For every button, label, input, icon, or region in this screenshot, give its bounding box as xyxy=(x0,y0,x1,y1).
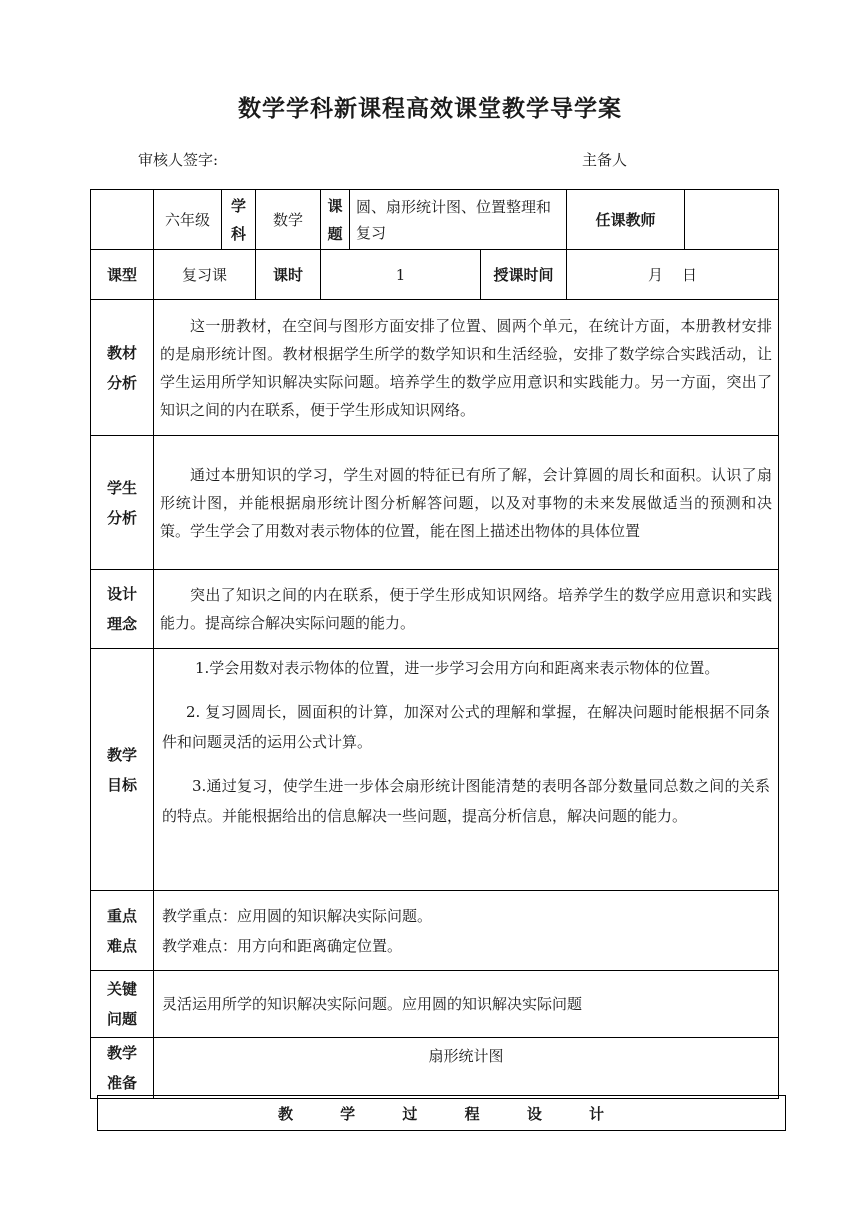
label-line: 问题 xyxy=(106,1010,137,1028)
grade-cell: 六年级 xyxy=(154,190,222,250)
label-line: 关键 xyxy=(106,980,137,998)
design-concept-content: 突出了知识之间的内在联系，便于学生形成知识网络。培养学生的数学应用意识和实践能力。提高综合解决实际问题的能力。 xyxy=(154,570,779,649)
difficult-point: 教学难点：用方向和距离确定位置。 xyxy=(162,936,403,955)
label-line: 教学 xyxy=(106,1044,137,1062)
teaching-goals-label xyxy=(91,649,154,891)
student-analysis-label xyxy=(91,436,154,570)
teacher-label: 任课教师 xyxy=(567,190,685,250)
reviewer-signature-label: 审核人签字: xyxy=(138,151,219,169)
lesson-plan-table xyxy=(90,189,779,1099)
teaching-prep-content: 扇形统计图 xyxy=(154,1038,779,1099)
preparer-label: 主备人 xyxy=(582,151,628,169)
label-line: 分析 xyxy=(106,508,137,527)
hours-label: 课时 xyxy=(256,250,321,300)
label-line: 难点 xyxy=(106,936,137,955)
process-header-table xyxy=(97,1095,786,1131)
subject-label: 学科 xyxy=(222,190,256,250)
design-concept-label xyxy=(91,570,154,649)
lesson-type-value: 复习课 xyxy=(154,250,256,300)
teaching-goals-content xyxy=(154,649,779,891)
hours-value: 1 xyxy=(321,250,481,300)
blank-cell xyxy=(91,190,154,250)
label-line: 目标 xyxy=(106,775,137,794)
teaching-prep-label xyxy=(91,1038,154,1099)
design-row xyxy=(91,570,779,649)
goals-row xyxy=(91,649,779,891)
key-point: 教学重点：应用圆的知识解决实际问题。 xyxy=(162,906,433,925)
design-concept-text xyxy=(97,579,147,639)
lesson-type-label: 课型 xyxy=(91,250,154,300)
textbook-analysis-content: 这一册教材，在空间与图形方面安排了位置、圆两个单元，在统计方面，本册教材安排的是扇形统计图。教材根据学生所学的数学知识和生活经验，安排了数学综合实践活动，让学生运用所学知识解决实际问题。培养学生的数学应用意识和实践能力。另一方面，突出了知识之间的内在联系，便于学生形成知识网络。 xyxy=(154,300,779,436)
goal-item-3: 3.通过复习，使学生进一步体会扇形统计图能清楚的表明各部分数量同总数之间的关系的特点。并能根据给出的信息解决一些问题，提高分析信息，解决问题的能力。 xyxy=(162,777,771,825)
label-line: 教材 xyxy=(106,343,137,362)
teaching-goals-text xyxy=(97,740,147,800)
student-row xyxy=(91,436,779,570)
key-question-label xyxy=(91,971,154,1038)
label-line: 设计 xyxy=(106,585,137,603)
header-row xyxy=(91,190,779,250)
key-points-row xyxy=(91,891,779,971)
label-line: 理念 xyxy=(106,615,137,633)
label-line: 准备 xyxy=(106,1074,137,1092)
label-line: 学生 xyxy=(106,478,137,497)
goal-item-1: 1.学会用数对表示物体的位置，进一步学习会用方向和距离来表示物体的位置。 xyxy=(195,659,720,677)
label-line: 教学 xyxy=(106,745,137,764)
time-label: 授课时间 xyxy=(481,250,567,300)
teaching-prep-text xyxy=(97,1038,147,1098)
info-row xyxy=(91,250,779,300)
subject-value: 数学 xyxy=(256,190,321,250)
teacher-value xyxy=(685,190,779,250)
prep-row xyxy=(91,1038,779,1099)
key-points-text xyxy=(97,901,147,961)
textbook-analysis-label xyxy=(91,300,154,436)
goal-item-2: 2. 复习圆周长，圆面积的计算，加深对公式的理解和掌握，在解决问题时能根据不同条件和问题灵活的运用公式计算。 xyxy=(162,703,771,751)
key-question-text xyxy=(97,974,147,1034)
document-title: 数学学科新课程高效课堂教学导学案 xyxy=(238,96,622,122)
label-line: 重点 xyxy=(106,906,137,925)
key-points-label xyxy=(91,891,154,971)
student-analysis-text xyxy=(97,473,147,533)
topic-value: 圆、扇形统计图、位置整理和复习 xyxy=(350,190,567,250)
label-line: 分析 xyxy=(106,373,137,392)
time-value: 月 日 xyxy=(567,250,779,300)
student-analysis-content: 通过本册知识的学习，学生对圆的特征已有所了解，会计算圆的周长和面积。认识了扇形统计图，并能根据扇形统计图分析解答问题，以及对事物的未来发展做适当的预测和决策。学生学会了用数对表示物体的位置，能在图上描述出物体的具体位置 xyxy=(154,436,779,570)
textbook-row xyxy=(91,300,779,436)
key-question-content: 灵活运用所学的知识解决实际问题。应用圆的知识解决实际问题 xyxy=(154,971,779,1038)
textbook-analysis-text xyxy=(97,338,147,398)
topic-label: 课题 xyxy=(321,190,350,250)
key-points-content xyxy=(154,891,779,971)
process-design-heading: 教 学 过 程 设 计 xyxy=(98,1096,786,1131)
question-row xyxy=(91,971,779,1038)
